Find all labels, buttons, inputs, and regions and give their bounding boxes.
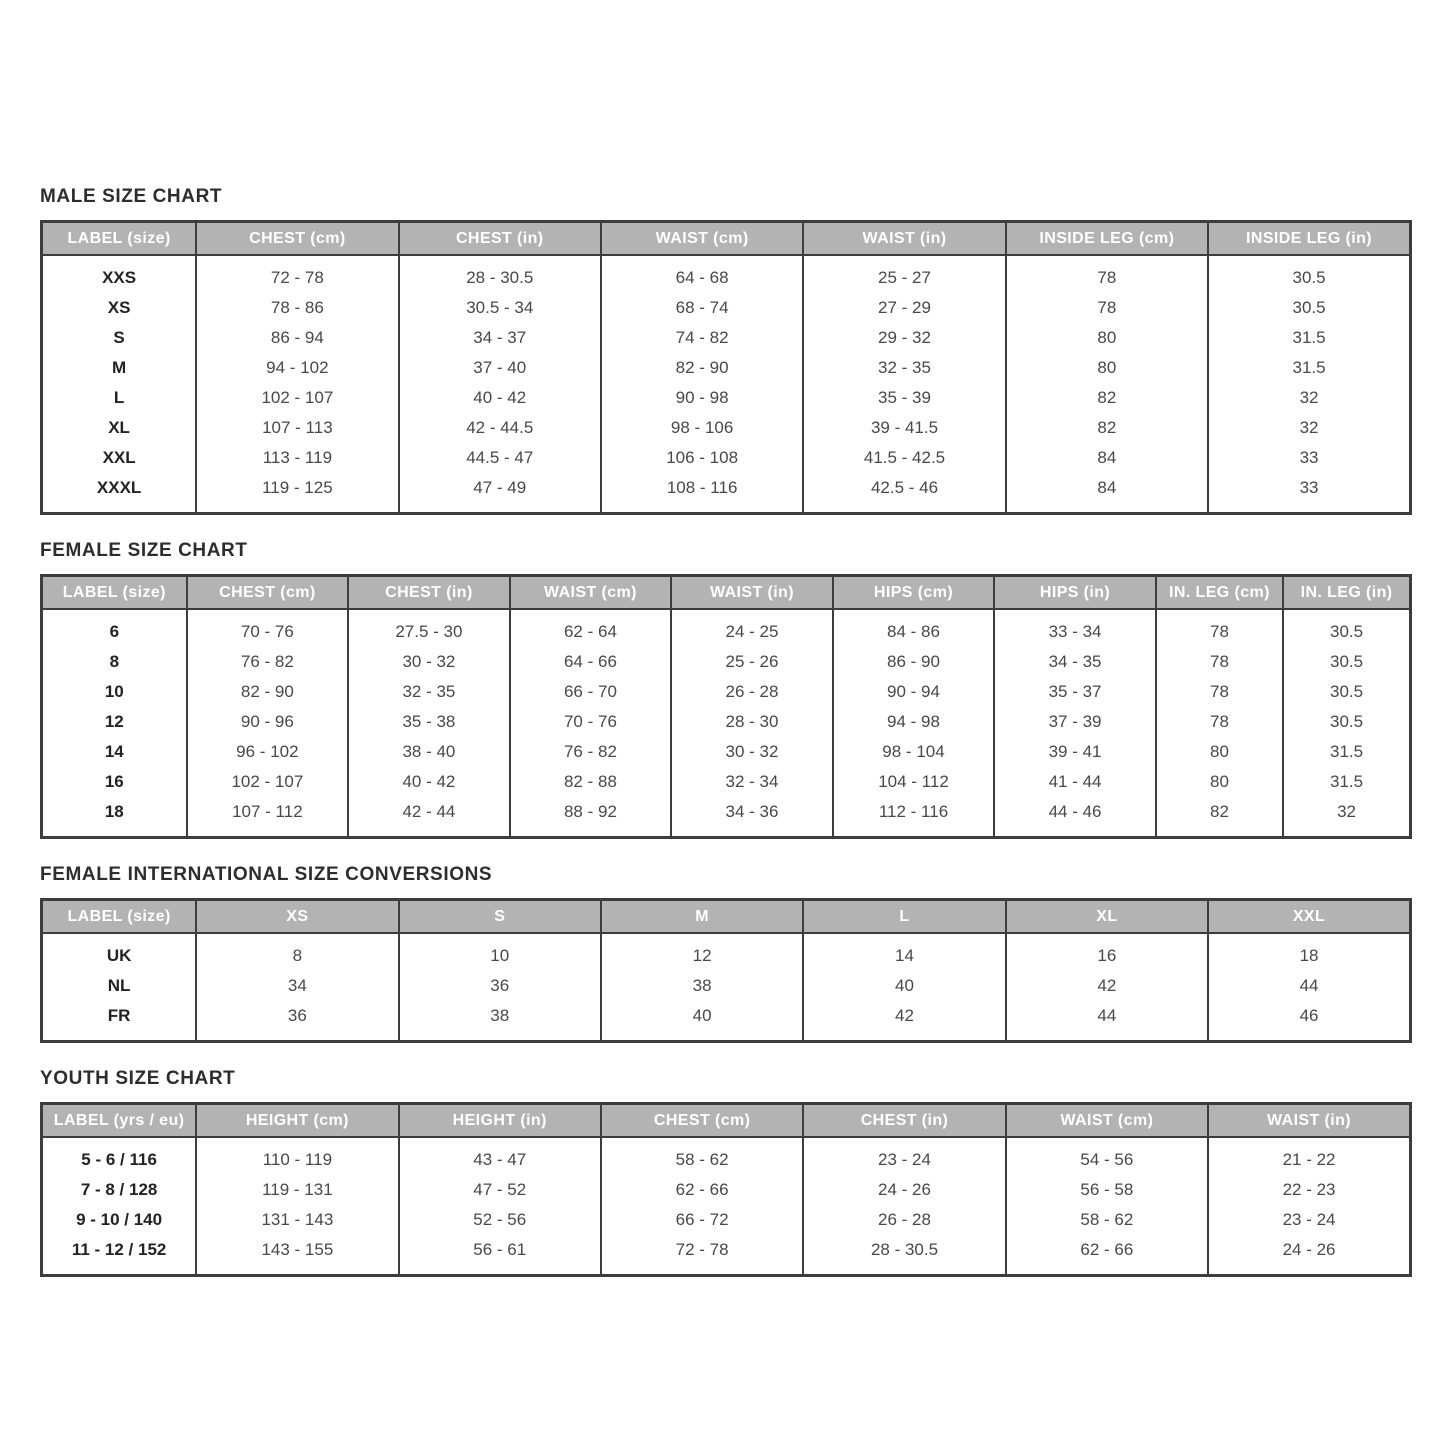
table-row bbox=[42, 933, 1411, 971]
header-row bbox=[42, 576, 1411, 610]
table-cell: 94 - 98 bbox=[833, 707, 995, 737]
table-cell: 108 - 116 bbox=[601, 473, 803, 514]
column-header-waist-in: WAIST (in) bbox=[671, 576, 833, 610]
table-cell: 31.5 bbox=[1208, 323, 1410, 353]
table-cell: 47 - 52 bbox=[399, 1175, 601, 1205]
table-cell: 36 bbox=[399, 971, 601, 1001]
column-header-xs: XS bbox=[196, 900, 398, 934]
table-cell: 62 - 64 bbox=[510, 609, 672, 647]
row-label: NL bbox=[107, 976, 131, 995]
column-header-height-cm: HEIGHT (cm) bbox=[196, 1104, 398, 1138]
table-cell: 98 - 106 bbox=[601, 413, 803, 443]
table-cell: 66 - 70 bbox=[510, 677, 672, 707]
table-cell: 82 bbox=[1006, 383, 1208, 413]
table-title: YOUTH SIZE CHART bbox=[40, 1068, 236, 1089]
section-youth-size-chart bbox=[40, 1068, 1412, 1277]
table-cell: 41.5 - 42.5 bbox=[803, 443, 1005, 473]
table-cell: 30.5 bbox=[1208, 293, 1410, 323]
table-cell: 32 - 35 bbox=[348, 677, 510, 707]
table-row bbox=[42, 797, 1411, 838]
table-cell: 25 - 26 bbox=[671, 647, 833, 677]
table-cell: 42.5 - 46 bbox=[803, 473, 1005, 514]
table-cell: 39 - 41.5 bbox=[803, 413, 1005, 443]
table-cell: 78 - 86 bbox=[196, 293, 398, 323]
table-cell: 66 - 72 bbox=[601, 1205, 803, 1235]
row-label: 10 bbox=[104, 682, 124, 701]
table-cell: 44 bbox=[1006, 1001, 1208, 1042]
table-row bbox=[42, 293, 1411, 323]
table-cell: 30 - 32 bbox=[671, 737, 833, 767]
table-cell: 30.5 bbox=[1283, 707, 1410, 737]
table-row bbox=[42, 443, 1411, 473]
table-cell: 32 bbox=[1208, 413, 1410, 443]
table-cell: 16 bbox=[1006, 933, 1208, 971]
table-cell: 46 bbox=[1208, 1001, 1410, 1042]
table-cell: 35 - 37 bbox=[994, 677, 1156, 707]
table-cell: 78 bbox=[1156, 707, 1283, 737]
section-female-international-size-conversions bbox=[40, 864, 1412, 1043]
table-cell: 24 - 26 bbox=[1208, 1235, 1410, 1276]
table-title: FEMALE INTERNATIONAL SIZE CONVERSIONS bbox=[40, 864, 493, 885]
table-youth-size-chart bbox=[40, 1102, 1412, 1277]
table-cell: 119 - 125 bbox=[196, 473, 398, 514]
table-cell: 70 - 76 bbox=[510, 707, 672, 737]
table-cell: 62 - 66 bbox=[601, 1175, 803, 1205]
table-cell: 18 bbox=[1208, 933, 1410, 971]
table-cell: 32 bbox=[1283, 797, 1410, 838]
row-label: M bbox=[112, 358, 127, 377]
table-cell: 26 - 28 bbox=[803, 1205, 1005, 1235]
table-female-size-chart bbox=[40, 574, 1412, 839]
column-header-chest-in: CHEST (in) bbox=[803, 1104, 1005, 1138]
table-cell: 34 bbox=[196, 971, 398, 1001]
table-cell: 82 bbox=[1156, 797, 1283, 838]
column-header-hips-in: HIPS (in) bbox=[994, 576, 1156, 610]
header-row bbox=[42, 222, 1411, 256]
table-cell: 64 - 66 bbox=[510, 647, 672, 677]
table-cell: 38 bbox=[601, 971, 803, 1001]
row-label: S bbox=[113, 328, 125, 347]
table-cell: 90 - 94 bbox=[833, 677, 995, 707]
table-cell: 22 - 23 bbox=[1208, 1175, 1410, 1205]
table-cell: 102 - 107 bbox=[187, 767, 349, 797]
row-label: 11 - 12 / 152 bbox=[71, 1240, 167, 1259]
table-cell: 29 - 32 bbox=[803, 323, 1005, 353]
table-cell: 30.5 bbox=[1283, 609, 1410, 647]
table-cell: 43 - 47 bbox=[399, 1137, 601, 1175]
table-cell: 131 - 143 bbox=[196, 1205, 398, 1235]
table-cell: 106 - 108 bbox=[601, 443, 803, 473]
table-cell: 37 - 39 bbox=[994, 707, 1156, 737]
table-row bbox=[42, 707, 1411, 737]
table-cell: 82 bbox=[1006, 413, 1208, 443]
row-label: XS bbox=[107, 298, 131, 317]
table-cell: 35 - 39 bbox=[803, 383, 1005, 413]
table-cell: 42 - 44.5 bbox=[399, 413, 601, 443]
table-cell: 80 bbox=[1156, 737, 1283, 767]
table-cell: 84 bbox=[1006, 443, 1208, 473]
table-cell: 88 - 92 bbox=[510, 797, 672, 838]
table-row bbox=[42, 1235, 1411, 1276]
table-cell: 40 - 42 bbox=[348, 767, 510, 797]
table-cell: 40 bbox=[803, 971, 1005, 1001]
column-header-chest-in: CHEST (in) bbox=[348, 576, 510, 610]
table-cell: 102 - 107 bbox=[196, 383, 398, 413]
table-cell: 72 - 78 bbox=[196, 255, 398, 293]
column-header-chest-cm: CHEST (cm) bbox=[601, 1104, 803, 1138]
table-cell: 31.5 bbox=[1283, 767, 1410, 797]
section-female-size-chart bbox=[40, 540, 1412, 839]
row-label: 6 bbox=[109, 622, 120, 641]
header-row bbox=[42, 900, 1411, 934]
column-header-xxl: XXL bbox=[1208, 900, 1410, 934]
table-cell: 78 bbox=[1006, 255, 1208, 293]
table-cell: 107 - 113 bbox=[196, 413, 398, 443]
table-cell: 27.5 - 30 bbox=[348, 609, 510, 647]
table-cell: 34 - 35 bbox=[994, 647, 1156, 677]
column-header-label-yrs-eu: LABEL (yrs / eu) bbox=[42, 1104, 197, 1138]
row-label: XXXL bbox=[96, 478, 142, 497]
table-row bbox=[42, 647, 1411, 677]
column-header-s: S bbox=[399, 900, 601, 934]
table-cell: 44.5 - 47 bbox=[399, 443, 601, 473]
section-male-size-chart bbox=[40, 186, 1412, 515]
table-cell: 47 - 49 bbox=[399, 473, 601, 514]
table-cell: 107 - 112 bbox=[187, 797, 349, 838]
table-cell: 84 bbox=[1006, 473, 1208, 514]
table-cell: 21 - 22 bbox=[1208, 1137, 1410, 1175]
table-cell: 76 - 82 bbox=[510, 737, 672, 767]
table-cell: 34 - 37 bbox=[399, 323, 601, 353]
row-label: 14 bbox=[104, 742, 124, 761]
table-cell: 28 - 30 bbox=[671, 707, 833, 737]
table-cell: 96 - 102 bbox=[187, 737, 349, 767]
table-cell: 80 bbox=[1006, 353, 1208, 383]
table-cell: 36 bbox=[196, 1001, 398, 1042]
table-cell: 40 - 42 bbox=[399, 383, 601, 413]
table-cell: 58 - 62 bbox=[1006, 1205, 1208, 1235]
table-title: FEMALE SIZE CHART bbox=[40, 540, 248, 561]
table-cell: 119 - 131 bbox=[196, 1175, 398, 1205]
table-cell: 34 - 36 bbox=[671, 797, 833, 838]
row-label: XXL bbox=[102, 448, 136, 467]
column-header-waist-cm: WAIST (cm) bbox=[510, 576, 672, 610]
table-cell: 39 - 41 bbox=[994, 737, 1156, 767]
table-cell: 104 - 112 bbox=[833, 767, 995, 797]
table-cell: 23 - 24 bbox=[1208, 1205, 1410, 1235]
table-row bbox=[42, 1001, 1411, 1042]
table-cell: 84 - 86 bbox=[833, 609, 995, 647]
table-row bbox=[42, 353, 1411, 383]
table-cell: 42 bbox=[1006, 971, 1208, 1001]
table-cell: 28 - 30.5 bbox=[803, 1235, 1005, 1276]
table-cell: 32 - 34 bbox=[671, 767, 833, 797]
table-cell: 42 - 44 bbox=[348, 797, 510, 838]
column-header-xl: XL bbox=[1006, 900, 1208, 934]
table-cell: 90 - 98 bbox=[601, 383, 803, 413]
column-header-height-in: HEIGHT (in) bbox=[399, 1104, 601, 1138]
row-label: 12 bbox=[104, 712, 124, 731]
table-cell: 44 - 46 bbox=[994, 797, 1156, 838]
table-cell: 30.5 bbox=[1283, 647, 1410, 677]
column-header-inside-leg-in: INSIDE LEG (in) bbox=[1208, 222, 1410, 256]
column-header-inside-leg-cm: INSIDE LEG (cm) bbox=[1006, 222, 1208, 256]
table-cell: 33 - 34 bbox=[994, 609, 1156, 647]
column-header-waist-cm: WAIST (cm) bbox=[1006, 1104, 1208, 1138]
table-cell: 24 - 26 bbox=[803, 1175, 1005, 1205]
table-row bbox=[42, 737, 1411, 767]
table-cell: 33 bbox=[1208, 473, 1410, 514]
row-label: FR bbox=[107, 1006, 131, 1025]
table-row bbox=[42, 767, 1411, 797]
table-cell: 12 bbox=[601, 933, 803, 971]
table-cell: 28 - 30.5 bbox=[399, 255, 601, 293]
table-cell: 86 - 90 bbox=[833, 647, 995, 677]
table-row bbox=[42, 413, 1411, 443]
table-cell: 30.5 bbox=[1283, 677, 1410, 707]
table-cell: 10 bbox=[399, 933, 601, 971]
column-header-chest-cm: CHEST (cm) bbox=[196, 222, 398, 256]
table-cell: 110 - 119 bbox=[196, 1137, 398, 1175]
column-header-waist-in: WAIST (in) bbox=[803, 222, 1005, 256]
table-cell: 31.5 bbox=[1208, 353, 1410, 383]
table-cell: 82 - 88 bbox=[510, 767, 672, 797]
table-cell: 76 - 82 bbox=[187, 647, 349, 677]
row-label: UK bbox=[106, 946, 132, 965]
table-cell: 40 bbox=[601, 1001, 803, 1042]
table-row bbox=[42, 323, 1411, 353]
table-title: MALE SIZE CHART bbox=[40, 186, 223, 207]
table-cell: 82 - 90 bbox=[601, 353, 803, 383]
column-header-m: M bbox=[601, 900, 803, 934]
table-cell: 113 - 119 bbox=[196, 443, 398, 473]
table-row bbox=[42, 255, 1411, 293]
column-header-waist-in: WAIST (in) bbox=[1208, 1104, 1410, 1138]
table-cell: 68 - 74 bbox=[601, 293, 803, 323]
table-cell: 78 bbox=[1006, 293, 1208, 323]
table-cell: 56 - 61 bbox=[399, 1235, 601, 1276]
table-cell: 74 - 82 bbox=[601, 323, 803, 353]
row-label: 5 - 6 / 116 bbox=[81, 1150, 157, 1169]
table-cell: 32 bbox=[1208, 383, 1410, 413]
column-header-label-size: LABEL (size) bbox=[42, 222, 197, 256]
table-cell: 23 - 24 bbox=[803, 1137, 1005, 1175]
table-row bbox=[42, 383, 1411, 413]
column-header-in-leg-cm: IN. LEG (cm) bbox=[1156, 576, 1283, 610]
table-cell: 54 - 56 bbox=[1006, 1137, 1208, 1175]
table-cell: 98 - 104 bbox=[833, 737, 995, 767]
table-cell: 32 - 35 bbox=[803, 353, 1005, 383]
column-header-chest-cm: CHEST (cm) bbox=[187, 576, 349, 610]
row-label: 9 - 10 / 140 bbox=[76, 1210, 163, 1229]
row-label: L bbox=[113, 388, 125, 407]
table-row bbox=[42, 473, 1411, 514]
table-cell: 58 - 62 bbox=[601, 1137, 803, 1175]
table-cell: 8 bbox=[196, 933, 398, 971]
row-label: 16 bbox=[104, 772, 124, 791]
column-header-in-leg-in: IN. LEG (in) bbox=[1283, 576, 1410, 610]
row-label: XXS bbox=[102, 268, 137, 287]
table-cell: 80 bbox=[1006, 323, 1208, 353]
table-cell: 44 bbox=[1208, 971, 1410, 1001]
table-row bbox=[42, 1205, 1411, 1235]
table-cell: 72 - 78 bbox=[601, 1235, 803, 1276]
table-cell: 70 - 76 bbox=[187, 609, 349, 647]
table-cell: 30.5 bbox=[1208, 255, 1410, 293]
table-cell: 52 - 56 bbox=[399, 1205, 601, 1235]
table-cell: 94 - 102 bbox=[196, 353, 398, 383]
row-label: 18 bbox=[104, 802, 124, 821]
column-header-l: L bbox=[803, 900, 1005, 934]
table-cell: 82 - 90 bbox=[187, 677, 349, 707]
table-cell: 56 - 58 bbox=[1006, 1175, 1208, 1205]
table-cell: 78 bbox=[1156, 677, 1283, 707]
table-cell: 31.5 bbox=[1283, 737, 1410, 767]
table-cell: 35 - 38 bbox=[348, 707, 510, 737]
table-cell: 86 - 94 bbox=[196, 323, 398, 353]
size-charts-page bbox=[40, 186, 1412, 1302]
table-cell: 33 bbox=[1208, 443, 1410, 473]
row-label: 8 bbox=[109, 652, 120, 671]
table-cell: 30.5 - 34 bbox=[399, 293, 601, 323]
column-header-chest-in: CHEST (in) bbox=[399, 222, 601, 256]
table-cell: 38 bbox=[399, 1001, 601, 1042]
column-header-label-size: LABEL (size) bbox=[42, 900, 197, 934]
table-cell: 25 - 27 bbox=[803, 255, 1005, 293]
table-row bbox=[42, 971, 1411, 1001]
table-cell: 37 - 40 bbox=[399, 353, 601, 383]
table-row bbox=[42, 1137, 1411, 1175]
table-cell: 112 - 116 bbox=[833, 797, 995, 838]
table-cell: 143 - 155 bbox=[196, 1235, 398, 1276]
table-cell: 90 - 96 bbox=[187, 707, 349, 737]
table-row bbox=[42, 1175, 1411, 1205]
table-row bbox=[42, 677, 1411, 707]
table-cell: 64 - 68 bbox=[601, 255, 803, 293]
table-female-international-size-conversions bbox=[40, 898, 1412, 1043]
table-cell: 26 - 28 bbox=[671, 677, 833, 707]
column-header-hips-cm: HIPS (cm) bbox=[833, 576, 995, 610]
table-male-size-chart bbox=[40, 220, 1412, 515]
table-cell: 62 - 66 bbox=[1006, 1235, 1208, 1276]
table-cell: 42 bbox=[803, 1001, 1005, 1042]
table-cell: 38 - 40 bbox=[348, 737, 510, 767]
column-header-waist-cm: WAIST (cm) bbox=[601, 222, 803, 256]
table-cell: 30 - 32 bbox=[348, 647, 510, 677]
header-row bbox=[42, 1104, 1411, 1138]
table-cell: 24 - 25 bbox=[671, 609, 833, 647]
table-cell: 41 - 44 bbox=[994, 767, 1156, 797]
table-cell: 14 bbox=[803, 933, 1005, 971]
row-label: XL bbox=[108, 418, 130, 437]
table-cell: 78 bbox=[1156, 609, 1283, 647]
table-cell: 78 bbox=[1156, 647, 1283, 677]
table-cell: 27 - 29 bbox=[803, 293, 1005, 323]
table-cell: 80 bbox=[1156, 767, 1283, 797]
column-header-label-size: LABEL (size) bbox=[42, 576, 187, 610]
table-row bbox=[42, 609, 1411, 647]
row-label: 7 - 8 / 128 bbox=[80, 1180, 158, 1199]
